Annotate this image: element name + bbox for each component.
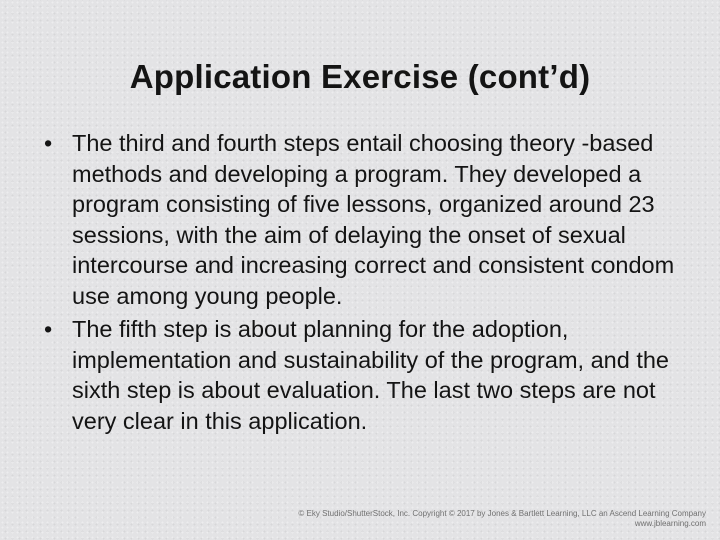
slide-title: Application Exercise (cont’d) (129, 58, 591, 95)
bullet-item (44, 314, 684, 436)
copyright-footer (298, 509, 706, 529)
bullet-text: The fifth step is about planning for the adoption, implementation and sustainability of the program, and the sixth step is about evaluation. The last two steps are not very clear in this application. (72, 316, 669, 434)
copyright-text: © Eky Studio/ShutterStock, Inc. Copyright © 2017 by Jones & Bartlett Learning, LLC an Ascend Learning Company (298, 509, 706, 518)
bullet-dot-icon: • (44, 130, 53, 156)
bullet-item (44, 128, 684, 311)
website-link[interactable]: www.jblearning.com (634, 519, 706, 528)
bullet-text: The third and fourth steps entail choosing theory -based methods and developing a program. They developed a program consisting of five lessons, organized around 23 sessions, with the aim of delaying the onset of sexual intercourse and increasing correct and consistent condom use among young people. (72, 130, 675, 309)
bullet-list (44, 128, 684, 439)
bullet-dot-icon: • (44, 316, 53, 342)
